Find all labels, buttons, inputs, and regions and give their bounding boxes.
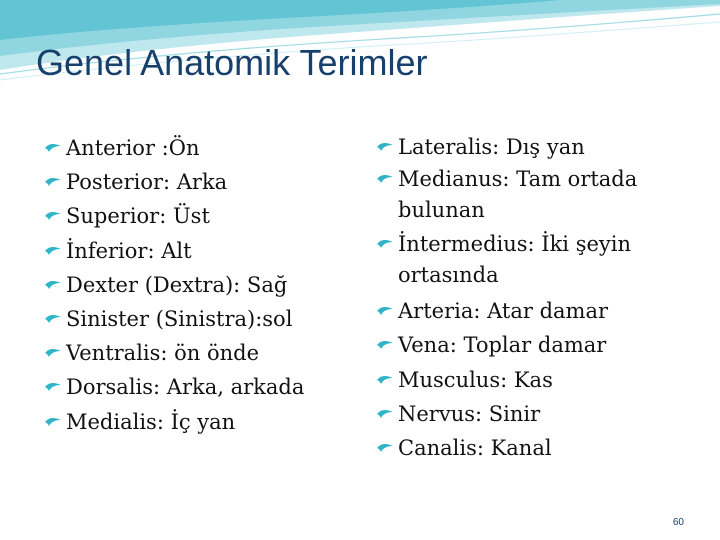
bullet-icon	[44, 416, 62, 428]
bullet-icon	[44, 176, 62, 188]
list-item	[44, 234, 374, 268]
bullet-icon	[376, 238, 394, 250]
list-item-text: Medianus: Tam ortada bulunan	[398, 167, 638, 223]
list-item-text: Lateralis: Dış yan	[398, 135, 585, 159]
list-item-text: Musculus: Kas	[398, 367, 553, 392]
bullet-icon	[376, 408, 394, 420]
list-item-text: Dexter (Dextra): Sağ	[66, 272, 288, 297]
list-item-text: İnferior: Alt	[66, 238, 192, 263]
list-item	[376, 164, 706, 229]
bullet-icon	[44, 381, 62, 393]
list-item	[376, 294, 706, 328]
bullet-icon	[44, 313, 62, 325]
bullet-icon	[376, 305, 394, 317]
list-item-text: Arteria: Atar damar	[398, 299, 608, 324]
list-item	[44, 336, 374, 370]
list-item-text: İntermedius: İki şeyin ortasında	[398, 232, 631, 288]
bullet-icon	[376, 442, 394, 454]
list-item	[44, 131, 374, 165]
bullet-icon	[44, 210, 62, 222]
right-term-list	[376, 130, 706, 465]
list-item-text: Sinister (Sinistra):sol	[66, 307, 293, 332]
bullet-icon	[44, 279, 62, 291]
list-item-text: Canalis: Kanal	[398, 436, 552, 461]
bullet-icon	[44, 347, 62, 359]
list-item	[376, 431, 706, 465]
list-item	[376, 328, 706, 362]
list-item	[376, 130, 706, 164]
bullet-icon	[376, 141, 394, 153]
list-item-text: Medialis: İç yan	[66, 409, 236, 434]
list-item	[44, 302, 374, 336]
page-number: 60	[672, 517, 684, 528]
list-item	[376, 229, 706, 294]
list-item-text: Superior: Üst	[66, 204, 210, 229]
list-item	[376, 363, 706, 397]
list-item	[376, 397, 706, 431]
list-item-text: Ventralis: ön önde	[66, 341, 260, 366]
list-item	[44, 370, 374, 404]
list-item-text: Dorsalis: Arka, arkada	[66, 375, 305, 400]
list-item	[44, 199, 374, 233]
slide-title: Genel Anatomik Terimler	[36, 42, 428, 83]
list-item-text: Nervus: Sinir	[398, 401, 541, 426]
list-item-text: Posterior: Arka	[66, 170, 228, 195]
list-item	[44, 165, 374, 199]
list-item	[44, 268, 374, 302]
bullet-icon	[44, 142, 62, 154]
left-term-list	[44, 131, 374, 439]
bullet-icon	[376, 339, 394, 351]
list-item-text: Anterior :Ön	[66, 136, 200, 160]
bullet-icon	[376, 173, 394, 185]
list-item-text: Vena: Toplar damar	[398, 333, 607, 358]
bullet-icon	[44, 245, 62, 257]
bullet-icon	[376, 374, 394, 386]
list-item	[44, 405, 374, 439]
